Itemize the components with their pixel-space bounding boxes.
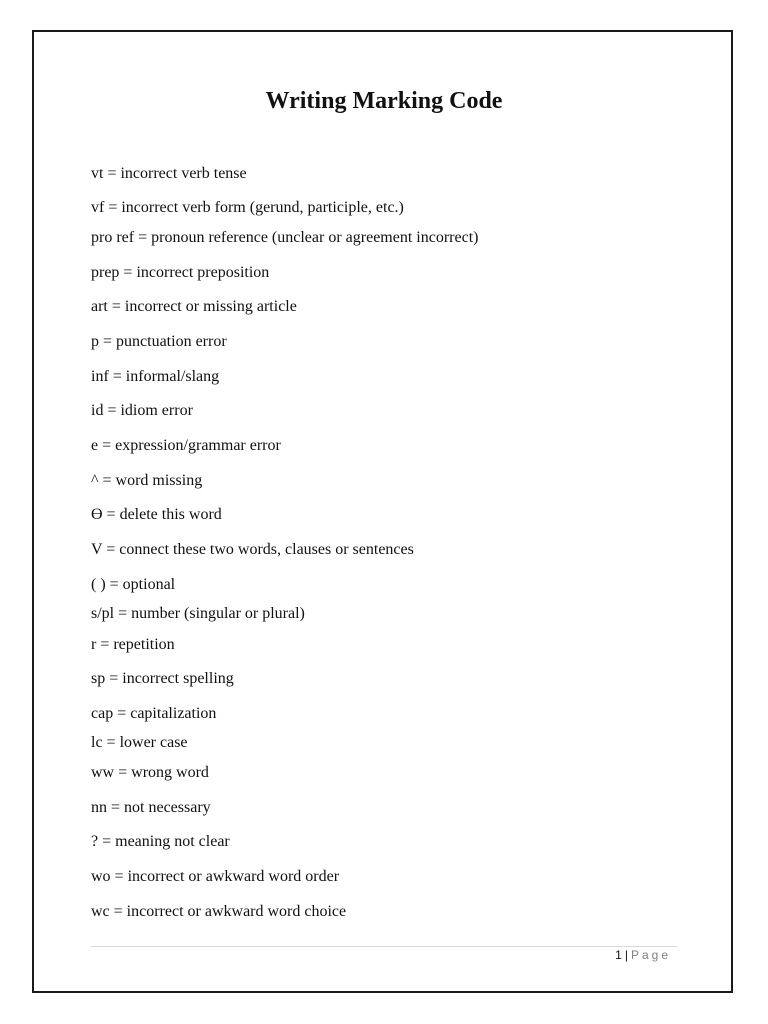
code-item-ww: ww = wrong word	[91, 764, 209, 781]
code-item-wo: wo = incorrect or awkward word order	[91, 868, 340, 885]
code-item-p: p = punctuation error	[91, 333, 227, 350]
footer-separator: |	[624, 948, 628, 962]
code-item-prep: prep = incorrect preposition	[91, 264, 270, 281]
code-item-connect: V = connect these two words, clauses or sentences	[91, 541, 414, 558]
code-item-inf: inf = informal/slang	[91, 368, 220, 385]
code-item-e: e = expression/grammar error	[91, 437, 281, 454]
code-item-nn: nn = not necessary	[91, 799, 211, 816]
code-item-lc: lc = lower case	[91, 734, 188, 751]
page-number: 1	[615, 948, 622, 962]
code-item-vt: vt = incorrect verb tense	[91, 165, 247, 182]
footer-divider	[91, 946, 677, 947]
code-item-question: ? = meaning not clear	[91, 833, 230, 850]
code-item-wc: wc = incorrect or awkward word choice	[91, 903, 347, 920]
code-item-art: art = incorrect or missing article	[91, 298, 297, 315]
code-item-optional: ( ) = optional	[91, 576, 176, 593]
code-item-cap: cap = capitalization	[91, 705, 217, 722]
code-item-r: r = repetition	[91, 636, 175, 653]
code-item-vf: vf = incorrect verb form (gerund, participle, etc.)	[91, 199, 404, 216]
code-item-delete: Ɵ = delete this word	[91, 506, 222, 523]
code-item-caret: ^ = word missing	[91, 472, 203, 489]
code-item-s-pl: s/pl = number (singular or plural)	[91, 605, 305, 622]
code-item-sp: sp = incorrect spelling	[91, 670, 234, 687]
document-title: Writing Marking Code	[265, 88, 503, 114]
code-item-pro-ref: pro ref = pronoun reference (unclear or agreement incorrect)	[91, 229, 479, 246]
page-label: Page	[630, 948, 671, 962]
code-item-id: id = idiom error	[91, 402, 193, 419]
page-footer	[615, 947, 671, 963]
